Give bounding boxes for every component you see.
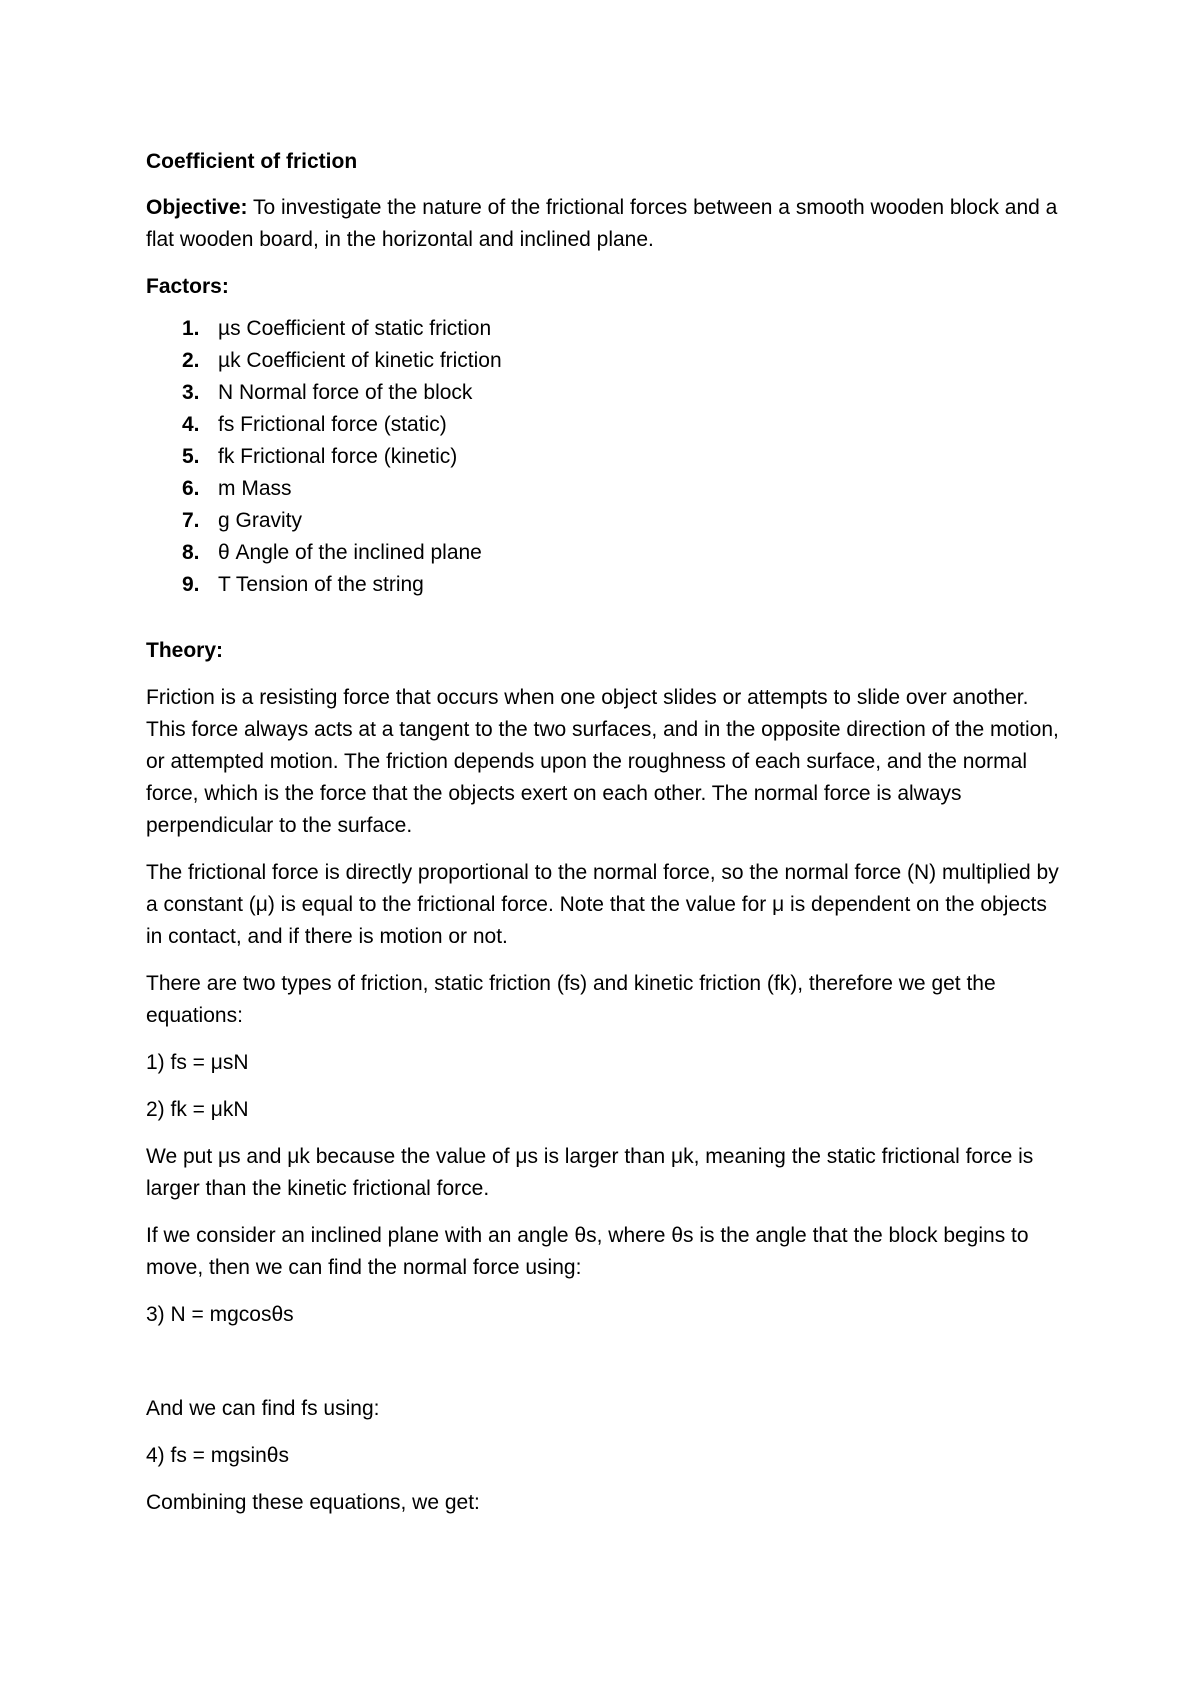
objective-label: Objective: [146, 196, 248, 219]
list-number: 4. [182, 413, 200, 436]
list-number: 9. [182, 573, 200, 596]
theory-paragraph-5: If we consider an inclined plane with an angle θs, where θs is the angle that the block begins to move, then we can find the normal force using: [146, 1224, 1029, 1279]
document-title: Coefficient of friction [146, 150, 358, 173]
list-item [146, 313, 1066, 345]
equation-3: 3) N = mgcosθs [146, 1303, 294, 1326]
objective-paragraph [146, 192, 1066, 256]
list-number: 2. [182, 349, 200, 372]
equation-4: 4) fs = mgsinθs [146, 1444, 289, 1467]
theory-paragraph-7: Combining these equations, we get: [146, 1491, 480, 1514]
objective-text: To investigate the nature of the frictional forces between a smooth wooden block and a flat wooden board, in the horizontal and inclined plane. [146, 196, 1058, 251]
theory-paragraph-1: Friction is a resisting force that occurs when one object slides or attempts to slide over another. This force always acts at a tangent to the two surfaces, and in the opposite direction of the motion, or attempted motion. The friction depends upon the roughness of each surface, and the normal force, which is the force that the objects exert on each other. The normal force is always perpendicular to the surface. [146, 686, 1059, 837]
list-item [146, 569, 1066, 601]
list-number: 6. [182, 477, 200, 500]
blank-line [146, 1346, 1066, 1393]
list-item [146, 345, 1066, 377]
list-text: T Tension of the string [218, 573, 424, 596]
theory-paragraph-6: And we can find fs using: [146, 1397, 380, 1420]
list-text: µs Coefficient of static friction [218, 317, 492, 340]
list-item [146, 409, 1066, 441]
theory-paragraph-2: The frictional force is directly proportional to the normal force, so the normal force (N) multiplied by a constant (μ) is equal to the frictional force. Note that the value for μ is dependent on the objects in contact, and if there is motion or not. [146, 861, 1059, 948]
list-text: θ Angle of the inclined plane [218, 541, 482, 564]
list-number: 5. [182, 445, 200, 468]
list-number: 8. [182, 541, 200, 564]
list-text: g Gravity [218, 509, 303, 532]
document-page [146, 146, 1066, 1534]
equation-2: 2) fk = μkN [146, 1098, 249, 1121]
equation-1: 1) fs = μsN [146, 1051, 249, 1074]
list-item [146, 537, 1066, 569]
factors-list [146, 313, 1066, 601]
list-number: 3. [182, 381, 200, 404]
theory-paragraph-3: There are two types of friction, static friction (fs) and kinetic friction (fk), therefore we get the equations: [146, 972, 996, 1027]
list-text: N Normal force of the block [218, 381, 473, 404]
list-item [146, 377, 1066, 409]
list-text: m Mass [218, 477, 292, 500]
list-item [146, 441, 1066, 473]
list-item [146, 505, 1066, 537]
list-text: µk Coefficient of kinetic friction [218, 349, 502, 372]
list-text: fk Frictional force (kinetic) [218, 445, 458, 468]
list-item [146, 473, 1066, 505]
list-text: fs Frictional force (static) [218, 413, 447, 436]
list-number: 7. [182, 509, 200, 532]
theory-heading: Theory: [146, 639, 224, 662]
theory-paragraph-4: We put μs and μk because the value of μs is larger than μk, meaning the static frictional force is larger than the kinetic frictional force. [146, 1145, 1034, 1200]
factors-heading: Factors: [146, 275, 229, 298]
list-number: 1. [182, 317, 200, 340]
